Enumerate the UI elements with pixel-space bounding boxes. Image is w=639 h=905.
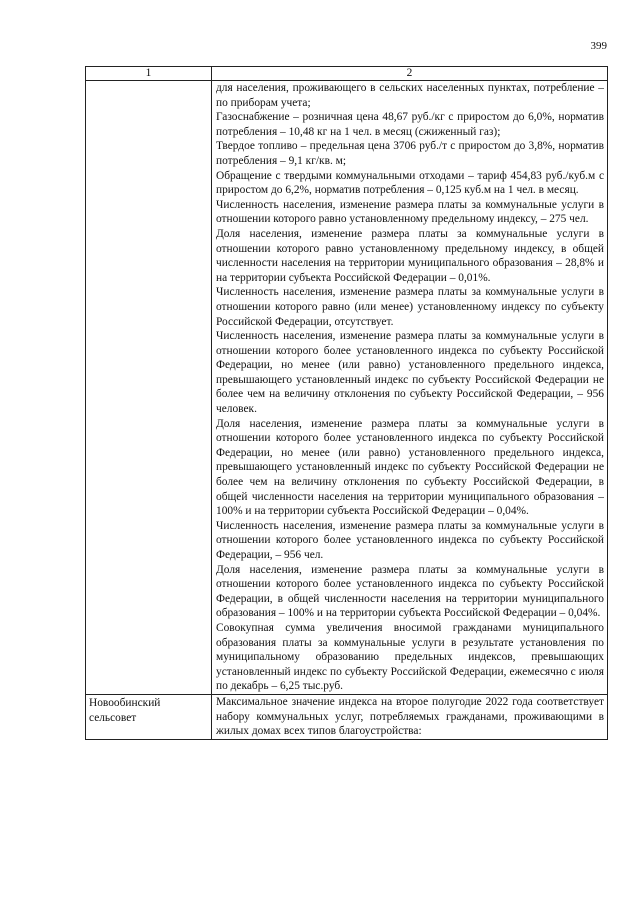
paragraph: Численность населения, изменение размера платы за коммунальные услуги в отношении которого равно установленному предельному индексу, – 275 чел. (216, 198, 604, 226)
paragraph: Доля населения, изменение размера платы за коммунальные услуги в отношении которого более установленного индекса по субъекту Российской Федерации, в общей численности населения на территории муниципального образования – 100% и на территории субъекта Российской Федерации – 0,04%. (216, 563, 604, 620)
paragraph: Доля населения, изменение размера платы за коммунальные услуги в отношении которого более установленного индекса по субъекту Российской Федерации, но менее (или равно) установленного предельного индекса, превышающего установленный индекс по субъекту Российской Федерации не более чем на величину отклонения по субъекту Российской Федерации, в общей численности населения на территории муниципального образования – 100% и на территории субъекта Российской Федерации – 0,04%. (216, 417, 604, 518)
paragraph: Газоснабжение – розничная цена 48,67 руб./кг с приростом до 6,0%, норматив потребления – 10,48 кг на 1 чел. в месяц (сжиженный газ); (216, 111, 604, 138)
municipality-name: Новообинский сельсовет (86, 694, 212, 739)
document-table (85, 66, 608, 740)
paragraph: Максимальное значение индекса на второе полугодие 2022 года соответствует набору коммунальных услуг, потребляемых гражданами, проживающими в жилых домах всех типов благоустройства: (216, 695, 604, 738)
paragraph: Численность населения, изменение размера платы за коммунальные услуги в отношении которого равно (или менее) установленному индексу по субъекту Российской Федерации, отсутствует. (216, 286, 604, 328)
page-number: 399 (590, 40, 607, 52)
paragraph: Доля населения, изменение размера платы за коммунальные услуги в отношении которого равно установленному предельному индексу, в общей численности населения на территории муниципального образования – 28,8% и на территории субъекта Российской Федерации – 0,01%. (216, 227, 604, 284)
table-row (86, 81, 608, 695)
paragraph: для населения, проживающего в сельских населенных пунктах, потребление – по приборам учета; (216, 82, 604, 109)
row-content (212, 694, 608, 739)
table-row (86, 694, 608, 739)
row-content (212, 81, 608, 695)
table-header-row (86, 67, 608, 81)
paragraph: Численность населения, изменение размера платы за коммунальные услуги в отношении которого более установленного индекса по субъекту Российской Федерации, но менее (или равно) установленного предельного индекса, превышающего установленный индекс по субъекту Российской Федерации не более чем на величину отклонения по субъекту Российской Федерации, – 956 человек. (216, 330, 604, 416)
municipality-name (86, 81, 212, 695)
paragraph: Обращение с твердыми коммунальными отходами – тариф 454,83 руб./куб.м с приростом до 6,2%, норматив потребления – 0,125 куб.м на 1 чел. в месяц. (216, 169, 604, 197)
column-header-1: 1 (86, 67, 212, 81)
paragraph: Совокупная сумма увеличения вносимой гражданами муниципального образования платы за коммунальные услуги в результате установления по муниципальному образованию предельных индексов, превышающих установленный индекс по субъекту Российской Федерации, ежемесячно с июля по декабрь – 6,25 тыс.руб. (216, 621, 604, 693)
column-header-2: 2 (212, 67, 608, 81)
paragraph: Твердое топливо – предельная цена 3706 руб./т с приростом до 3,8%, норматив потребления – 9,1 кг/кв. м; (216, 140, 604, 167)
paragraph: Численность населения, изменение размера платы за коммунальные услуги в отношении которого более установленного индекса по субъекту Российской Федерации, – 956 чел. (216, 519, 604, 561)
